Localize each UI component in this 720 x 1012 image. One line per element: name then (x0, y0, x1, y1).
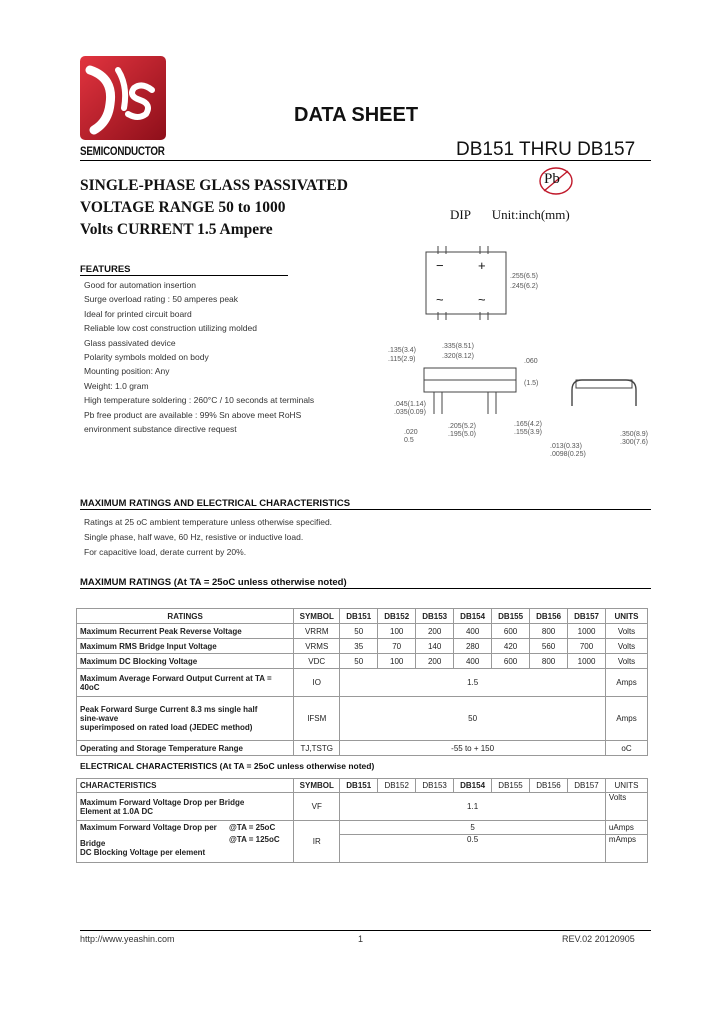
features-heading: FEATURES (80, 264, 131, 275)
unit-cell: Amps (606, 669, 648, 697)
row-label (77, 835, 226, 863)
header-cell: RATINGS (77, 609, 294, 624)
row-label-line: Peak Forward Surge Current 8.3 ms single half (80, 705, 258, 714)
row-label-line: Maximum Average Forward Output Current at TA = (80, 673, 272, 683)
package-type: DIP (450, 207, 471, 222)
value-cell: -55 to + 150 (340, 741, 606, 756)
feature-item: environment substance directive request (84, 424, 237, 435)
ratings-table (76, 608, 648, 756)
brand-name: SEMICONDUCTOR (80, 144, 165, 158)
symbol-plus: + (478, 258, 486, 273)
ys-logo-icon (80, 56, 166, 140)
header-cell: SYMBOL (294, 609, 340, 624)
table-row (77, 669, 648, 697)
dim-text: 0.5 (404, 437, 414, 444)
value-cell: 600 (492, 654, 530, 669)
header-cell: DB152 (378, 779, 416, 793)
dim-text: .335(8.51) (442, 343, 474, 350)
value-cell: 50 (340, 697, 606, 741)
row-label-line: Bridge (80, 839, 106, 849)
symbol-ac-1: ~ (436, 292, 444, 307)
max-char-rule (80, 509, 651, 510)
doc-title: DATA SHEET (294, 104, 419, 126)
value-cell: 100 (378, 624, 416, 639)
feature-item: Weight: 1.0 gram (84, 380, 149, 391)
table-row (77, 639, 648, 654)
unit-cell: Amps (606, 697, 648, 741)
value-cell: 600 (492, 624, 530, 639)
dim-text: .245(6.2) (510, 283, 539, 290)
revision: REV.02 20120905 (562, 934, 635, 944)
features-list (84, 278, 314, 436)
unit-cell: Volts (606, 624, 648, 639)
feature-item: Polarity symbols molded on body (84, 352, 209, 363)
dimension-drawing (376, 236, 666, 460)
header-cell: DB153 (416, 779, 454, 793)
row-label-line: superimposed on rated load (JEDEC method) (80, 723, 253, 732)
dim-text: .045(1.14) (394, 401, 426, 408)
header-cell: CHARACTERISTICS (77, 779, 294, 793)
dim-text: (1.5) (524, 380, 539, 387)
row-label-line: Maximum Forward Voltage Drop per Bridge (80, 797, 245, 807)
unit-label: Unit:inch(mm) (491, 207, 570, 222)
header-cell: DB155 (492, 779, 530, 793)
header-cell: DB155 (492, 609, 530, 624)
features-rule (80, 275, 288, 276)
table-row (77, 835, 648, 863)
row-label (77, 793, 294, 821)
condition-cell: @TA = 25oC (226, 821, 294, 835)
header-cell: UNITS (606, 609, 648, 624)
part-range: DB151 THRU DB157 (456, 139, 636, 160)
company-logo (80, 56, 166, 140)
header-cell: DB156 (530, 779, 568, 793)
unit-cell: Volts (606, 654, 648, 669)
row-label-line: DC Blocking Voltage per element (80, 848, 206, 858)
table-row (77, 821, 648, 835)
product-line-2: VOLTAGE RANGE 50 to 1000 (80, 199, 286, 216)
value-cell: 1000 (568, 654, 606, 669)
table-row (77, 741, 648, 756)
condition-cell: @TA = 125oC (226, 835, 294, 863)
value-cell: 420 (492, 639, 530, 654)
ratings-rule (80, 588, 651, 589)
header-cell: DB156 (530, 609, 568, 624)
value-cell: 35 (340, 639, 378, 654)
table-row (77, 654, 648, 669)
value-cell: 5 (340, 821, 606, 835)
unit-cell: uAmps (605, 821, 647, 835)
row-symbol: VDC (294, 654, 340, 669)
dim-text: .155(3.9) (514, 429, 543, 436)
value-cell: 200 (416, 654, 454, 669)
header-cell: DB154 (454, 609, 492, 624)
row-label-line: sine-wave (80, 714, 119, 723)
row-symbol: VRMS (294, 639, 340, 654)
header-cell: DB157 (568, 609, 606, 624)
row-symbol: VF (294, 793, 340, 821)
dim-text: .0098(0.25) (550, 451, 586, 458)
feature-item: High temperature soldering : 260°C / 10 seconds at terminals (84, 395, 315, 406)
pb-free-mark (538, 166, 574, 196)
dim-text: .013(0.33) (550, 443, 582, 450)
header-cell: DB153 (416, 609, 454, 624)
dim-text: .060 (524, 358, 538, 365)
electrical-heading: ELECTRICAL CHARACTERISTICS (At TA = 25oC unless otherwise noted) (80, 761, 375, 771)
value-cell: 140 (416, 639, 454, 654)
value-cell: 0.5 (340, 835, 606, 863)
header-cell: SYMBOL (294, 779, 340, 793)
value-cell: 200 (416, 624, 454, 639)
value-cell: 800 (530, 624, 568, 639)
value-cell: 400 (454, 654, 492, 669)
rating-notes (84, 515, 332, 560)
package-info (450, 207, 570, 223)
product-description (80, 175, 380, 241)
symbol-ac-2: ~ (478, 292, 486, 307)
row-label-line: Element at 1.0A DC (80, 806, 154, 816)
value-cell: 1.1 (340, 793, 606, 821)
ratings-heading: MAXIMUM RATINGS (At TA = 25oC unless otherwise noted) (80, 577, 347, 588)
dim-text: .020 (404, 429, 418, 436)
row-label: Maximum RMS Bridge Input Voltage (77, 639, 294, 654)
symbol-minus: − (436, 258, 444, 273)
note-item: Ratings at 25 oC ambient temperature unless otherwise specified. (84, 517, 333, 527)
footer-rule (80, 930, 651, 931)
feature-item: Surge overload rating : 50 amperes peak (84, 294, 239, 305)
dim-text: .135(3.4) (388, 347, 417, 354)
header-cell: DB151 (340, 609, 378, 624)
feature-item: Mounting position: Any (84, 366, 170, 377)
product-line-3: Volts CURRENT 1.5 Ampere (80, 221, 273, 238)
value-cell: 280 (454, 639, 492, 654)
value-cell: 560 (530, 639, 568, 654)
row-symbol: IR (294, 821, 340, 863)
header-cell: DB151 (340, 779, 378, 793)
feature-item: Reliable low cost construction utilizing molded (84, 323, 257, 334)
header-cell: DB154 (454, 779, 492, 793)
row-label-line: Maximum Forward Voltage Drop per (77, 821, 226, 835)
table-row (77, 793, 648, 821)
unit-cell: Volts (606, 639, 648, 654)
value-cell: 100 (378, 654, 416, 669)
value-cell: 50 (340, 654, 378, 669)
row-label (77, 669, 294, 697)
dim-text: .300(7.6) (620, 439, 649, 446)
table-row (77, 697, 648, 741)
max-char-heading: MAXIMUM RATINGS AND ELECTRICAL CHARACTERISTICS (80, 498, 351, 509)
unit-cell: mAmps (605, 835, 647, 863)
dim-text: .035(0.09) (394, 409, 426, 416)
row-label: Operating and Storage Temperature Range (77, 741, 294, 756)
row-label (77, 697, 294, 741)
value-cell: 1.5 (340, 669, 606, 697)
row-symbol: TJ,TSTG (294, 741, 340, 756)
footer-url[interactable]: http://www.yeashin.com (80, 934, 175, 944)
row-symbol: IFSM (294, 697, 340, 741)
note-item: Single phase, half wave, 60 Hz, resistive or inductive load. (84, 532, 304, 542)
header-cell: DB152 (378, 609, 416, 624)
feature-item: Good for automation insertion (84, 280, 196, 290)
dim-text: .320(8.12) (442, 353, 474, 360)
package-drawing (376, 236, 666, 460)
header-cell: DB157 (567, 779, 605, 793)
value-cell: 50 (340, 624, 378, 639)
ratings-header-row (77, 609, 648, 624)
dim-text: .255(6.5) (510, 273, 539, 280)
value-cell: 700 (568, 639, 606, 654)
product-line-1: SINGLE-PHASE GLASS PASSIVATED (80, 177, 348, 194)
dim-text: .205(5.2) (448, 423, 477, 430)
unit-cell: Volts (605, 793, 647, 821)
dim-text: .350(8.9) (620, 431, 649, 438)
pb-label: Pb (544, 171, 560, 187)
header-cell: UNITS (605, 779, 647, 793)
row-symbol: IO (294, 669, 340, 697)
value-cell: 400 (454, 624, 492, 639)
row-label: Maximum DC Blocking Voltage (77, 654, 294, 669)
value-cell: 800 (530, 654, 568, 669)
page-number: 1 (358, 934, 364, 944)
feature-item: Ideal for printed circuit board (84, 308, 192, 319)
row-symbol: VRRM (294, 624, 340, 639)
electrical-header-row (77, 779, 648, 793)
value-cell: 1000 (568, 624, 606, 639)
table-row (77, 624, 648, 639)
row-label-line: 40oC (80, 682, 100, 692)
feature-item: Glass passivated device (84, 337, 176, 348)
dim-text: .195(5.0) (448, 431, 477, 438)
row-label: Maximum Recurrent Peak Reverse Voltage (77, 624, 294, 639)
value-cell: 70 (378, 639, 416, 654)
note-item: For capacitive load, derate current by 20%. (84, 547, 247, 557)
dim-text: .115(2.9) (388, 356, 416, 363)
dim-text: .165(4.2) (514, 421, 543, 428)
feature-item: Pb free product are available : 99% Sn above meet RoHS (84, 409, 302, 420)
electrical-table (76, 778, 648, 863)
unit-cell: oC (606, 741, 648, 756)
